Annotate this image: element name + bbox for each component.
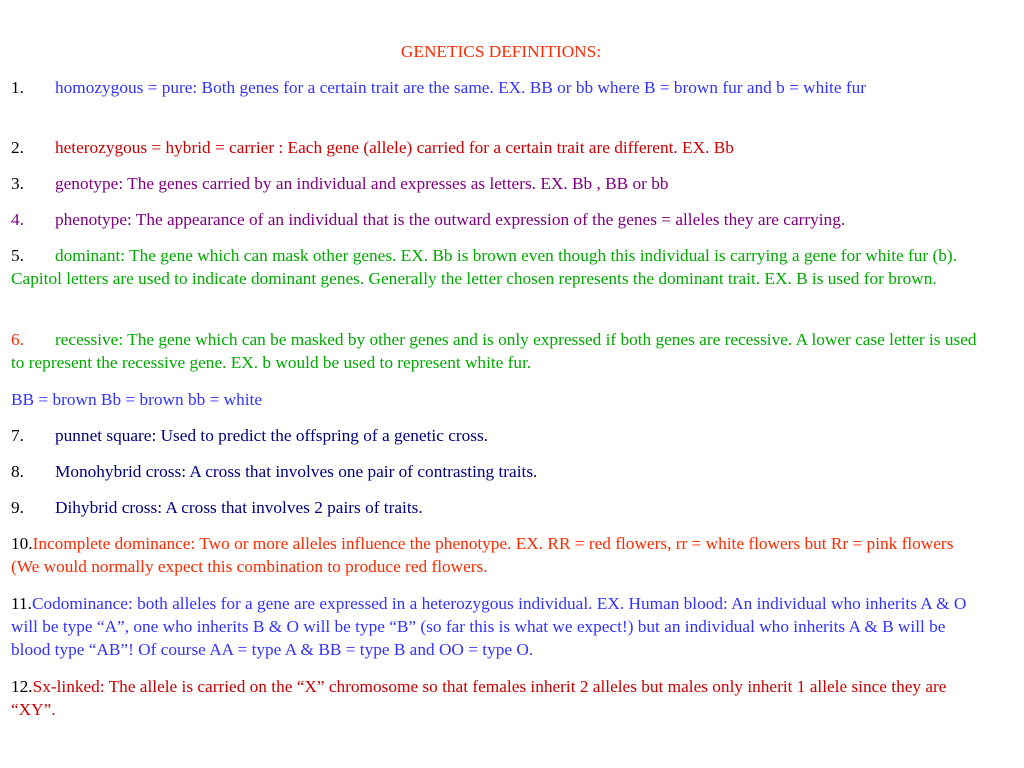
- definition-monohybrid-cross: [11, 460, 986, 483]
- item-number: 3.: [11, 174, 24, 193]
- item-text: Sx-linked: The allele is carried on the “X” chromosome so that females inherit 2 alleles but males only inherit 1 allele since they are “XY”.: [11, 677, 947, 719]
- item-number: 2.: [11, 138, 24, 157]
- item-number: 10.: [11, 534, 33, 553]
- definition-phenotype: [11, 208, 986, 231]
- item-number: 8.: [11, 462, 24, 481]
- item-number: 11.: [11, 594, 32, 613]
- item-text: recessive: The gene which can be masked by other genes and is only expressed if both genes are recessive. A lower case letter is used to represent the recessive gene. EX. b would be used to represent white fur.: [11, 330, 977, 372]
- item-text: dominant: The gene which can mask other genes. EX. Bb is brown even though this individual is carrying a gene for white fur (b). Capitol letters are used to indicate dominant genes. Generally the letter chosen represents the dominant trait. EX. B is used for brown.: [11, 246, 957, 288]
- item-text: Codominance: both alleles for a gene are expressed in a heterozygous individual. EX. Human blood: An individual who inherits A & O will be type “A”, one who inherits B & O will be type “B” (so far this is what we expect!) but an individual who inherits A & B will be blood type “AB”! Of course AA = type A & BB = type B and OO = type O.: [11, 594, 967, 659]
- definition-dominant: [11, 244, 986, 290]
- item-number: 9.: [11, 498, 24, 517]
- item-text: heterozygous = hybrid = carrier : Each gene (allele) carried for a certain trait are different. EX. Bb: [55, 138, 734, 157]
- item-text: Incomplete dominance: Two or more alleles influence the phenotype. EX. RR = red flowers, rr = white flowers but Rr = pink flowers (We would normally expect this combination to produce red flowers.: [11, 534, 954, 576]
- definition-sex-linked: [11, 675, 986, 721]
- genotype-example: [11, 388, 986, 411]
- definition-genotype: [11, 172, 986, 195]
- definition-incomplete-dominance: [11, 532, 986, 578]
- item-number: 7.: [11, 426, 24, 445]
- item-number: 5.: [11, 246, 24, 265]
- item-number: 1.: [11, 78, 24, 97]
- definition-heterozygous: [11, 136, 986, 159]
- definition-homozygous: [11, 76, 986, 99]
- item-text: genotype: The genes carried by an individual and expresses as letters. EX. Bb , BB or bb: [55, 174, 669, 193]
- item-number: 4.: [11, 210, 24, 229]
- item-text: homozygous = pure: Both genes for a certain trait are the same. EX. BB or bb where B = brown fur and b = white fur: [55, 78, 866, 97]
- definition-dihybrid-cross: [11, 496, 986, 519]
- item-text: phenotype: The appearance of an individual that is the outward expression of the genes = alleles they are carrying.: [55, 210, 846, 229]
- item-text: punnet square: Used to predict the offspring of a genetic cross.: [55, 426, 489, 445]
- item-text: BB = brown Bb = brown bb = white: [11, 390, 263, 409]
- item-text: Monohybrid cross: A cross that involves one pair of contrasting traits.: [55, 462, 538, 481]
- definition-punnet-square: [11, 424, 986, 447]
- definition-codominance: [11, 592, 986, 661]
- page-title: GENETICS DEFINITIONS:: [400, 42, 602, 61]
- item-number: 12.: [11, 677, 33, 696]
- item-number: 6.: [11, 330, 24, 349]
- definition-recessive: [11, 328, 986, 374]
- item-text: Dihybrid cross: A cross that involves 2 pairs of traits.: [55, 498, 423, 517]
